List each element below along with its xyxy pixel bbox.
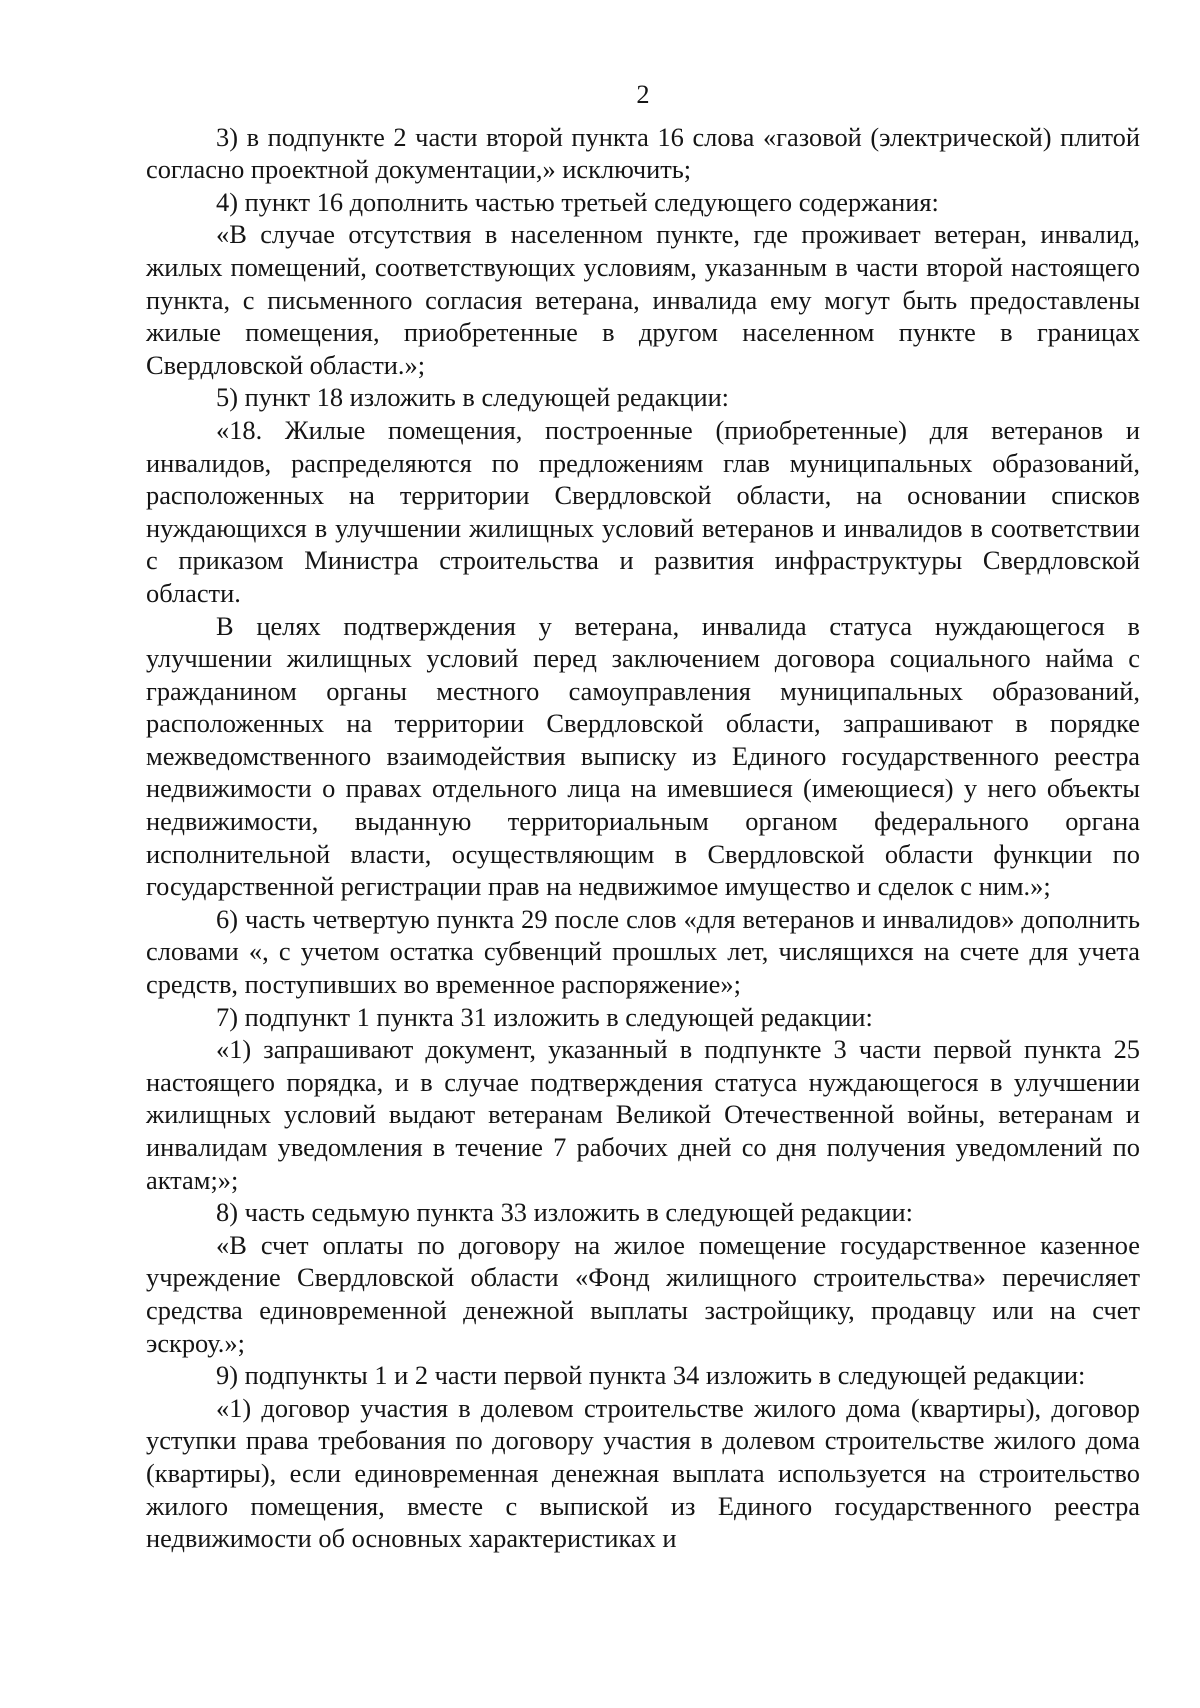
paragraph-3: «В случае отсутствия в населенном пункте, где проживает ветеран, инвалид, жилых помещений, соответствующих условиям, указанным в части второй настоящего пункта, с письменного согласия ветерана, инвалида ему могут быть предоставлены жилые помещения, приобретенные в другом населенном пункте в границах Свердловской области.»; <box>146 219 1140 380</box>
paragraph-12: 9) подпункты 1 и 2 части первой пункта 34 изложить в следующей редакции: <box>216 1360 1086 1391</box>
paragraph-2: 4) пункт 16 дополнить частью третьей следующего содержания: <box>216 186 939 217</box>
paragraph-8: 7) подпункт 1 пункта 31 изложить в следующей редакции: <box>216 1001 873 1032</box>
paragraph-1: 3) в подпункте 2 части второй пункта 16 слова «газовой (электрической) плитой согласно проектной документации,» исключить; <box>146 121 1140 185</box>
paragraph-9: «1) запрашивают документ, указанный в подпункте 3 части первой пункта 25 настоящего порядка, и в случае подтверждения статуса нуждающегося в улучшении жилищных условий выдают ветеранам Великой Отечественной войны, ветеранам и инвалидам уведомления в течение 7 рабочих дней со дня получения уведомлений по актам;»; <box>146 1034 1140 1195</box>
paragraph-7: 6) часть четвертую пункта 29 после слов «для ветеранов и инвалидов» дополнить словами «, с учетом остатка субвенций прошлых лет, числящихся на счете для учета средств, поступивших во временное распоряжение»; <box>146 903 1140 1000</box>
document-page <box>146 78 1140 1555</box>
paragraph-6: В целях подтверждения у ветерана, инвалида статуса нуждающегося в улучшении жилищных условий перед заключением договора социального найма с гражданином органы местного самоуправления муниципальных образований, расположенных на территории Свердловской области, запрашивают в порядке межведомственного взаимодействия выписку из Единого государственного реестра недвижимости о правах отдельного лица на имевшиеся (имеющиеся) у него объекты недвижимости, выданную территориальным органом федерального органа исполнительной власти, осуществляющим в Свердловской области функции по государственной регистрации прав на недвижимое имущество и сделок с ним.»; <box>146 610 1140 902</box>
paragraph-13: «1) договор участия в долевом строительстве жилого дома (квартиры), договор уступки права требования по договору участия в долевом строительстве жилого дома (квартиры), если единовременная денежная выплата используется на строительство жилого помещения, вместе с выпиской из Единого государственного реестра недвижимости об основных характеристиках и <box>146 1392 1140 1554</box>
page-number: 2 <box>636 79 650 109</box>
paragraph-4: 5) пункт 18 изложить в следующей редакции: <box>216 382 730 413</box>
paragraph-5: «18. Жилые помещения, построенные (приобретенные) для ветеранов и инвалидов, распределяются по предложениям глав муниципальных образований, расположенных на территории Свердловской области, на основании списков нуждающихся в улучшении жилищных условий ветеранов и инвалидов в соответствии с приказом Министра строительства и развития инфраструктуры Свердловской области. <box>146 414 1140 608</box>
paragraph-10: 8) часть седьмую пункта 33 изложить в следующей редакции: <box>216 1197 913 1228</box>
paragraph-11: «В счет оплаты по договору на жилое помещение государственное казенное учреждение Свердловской области «Фонд жилищного строительства» перечисляет средства единовременной денежной выплаты застройщику, продавцу или на счет эскроу.»; <box>146 1229 1140 1358</box>
